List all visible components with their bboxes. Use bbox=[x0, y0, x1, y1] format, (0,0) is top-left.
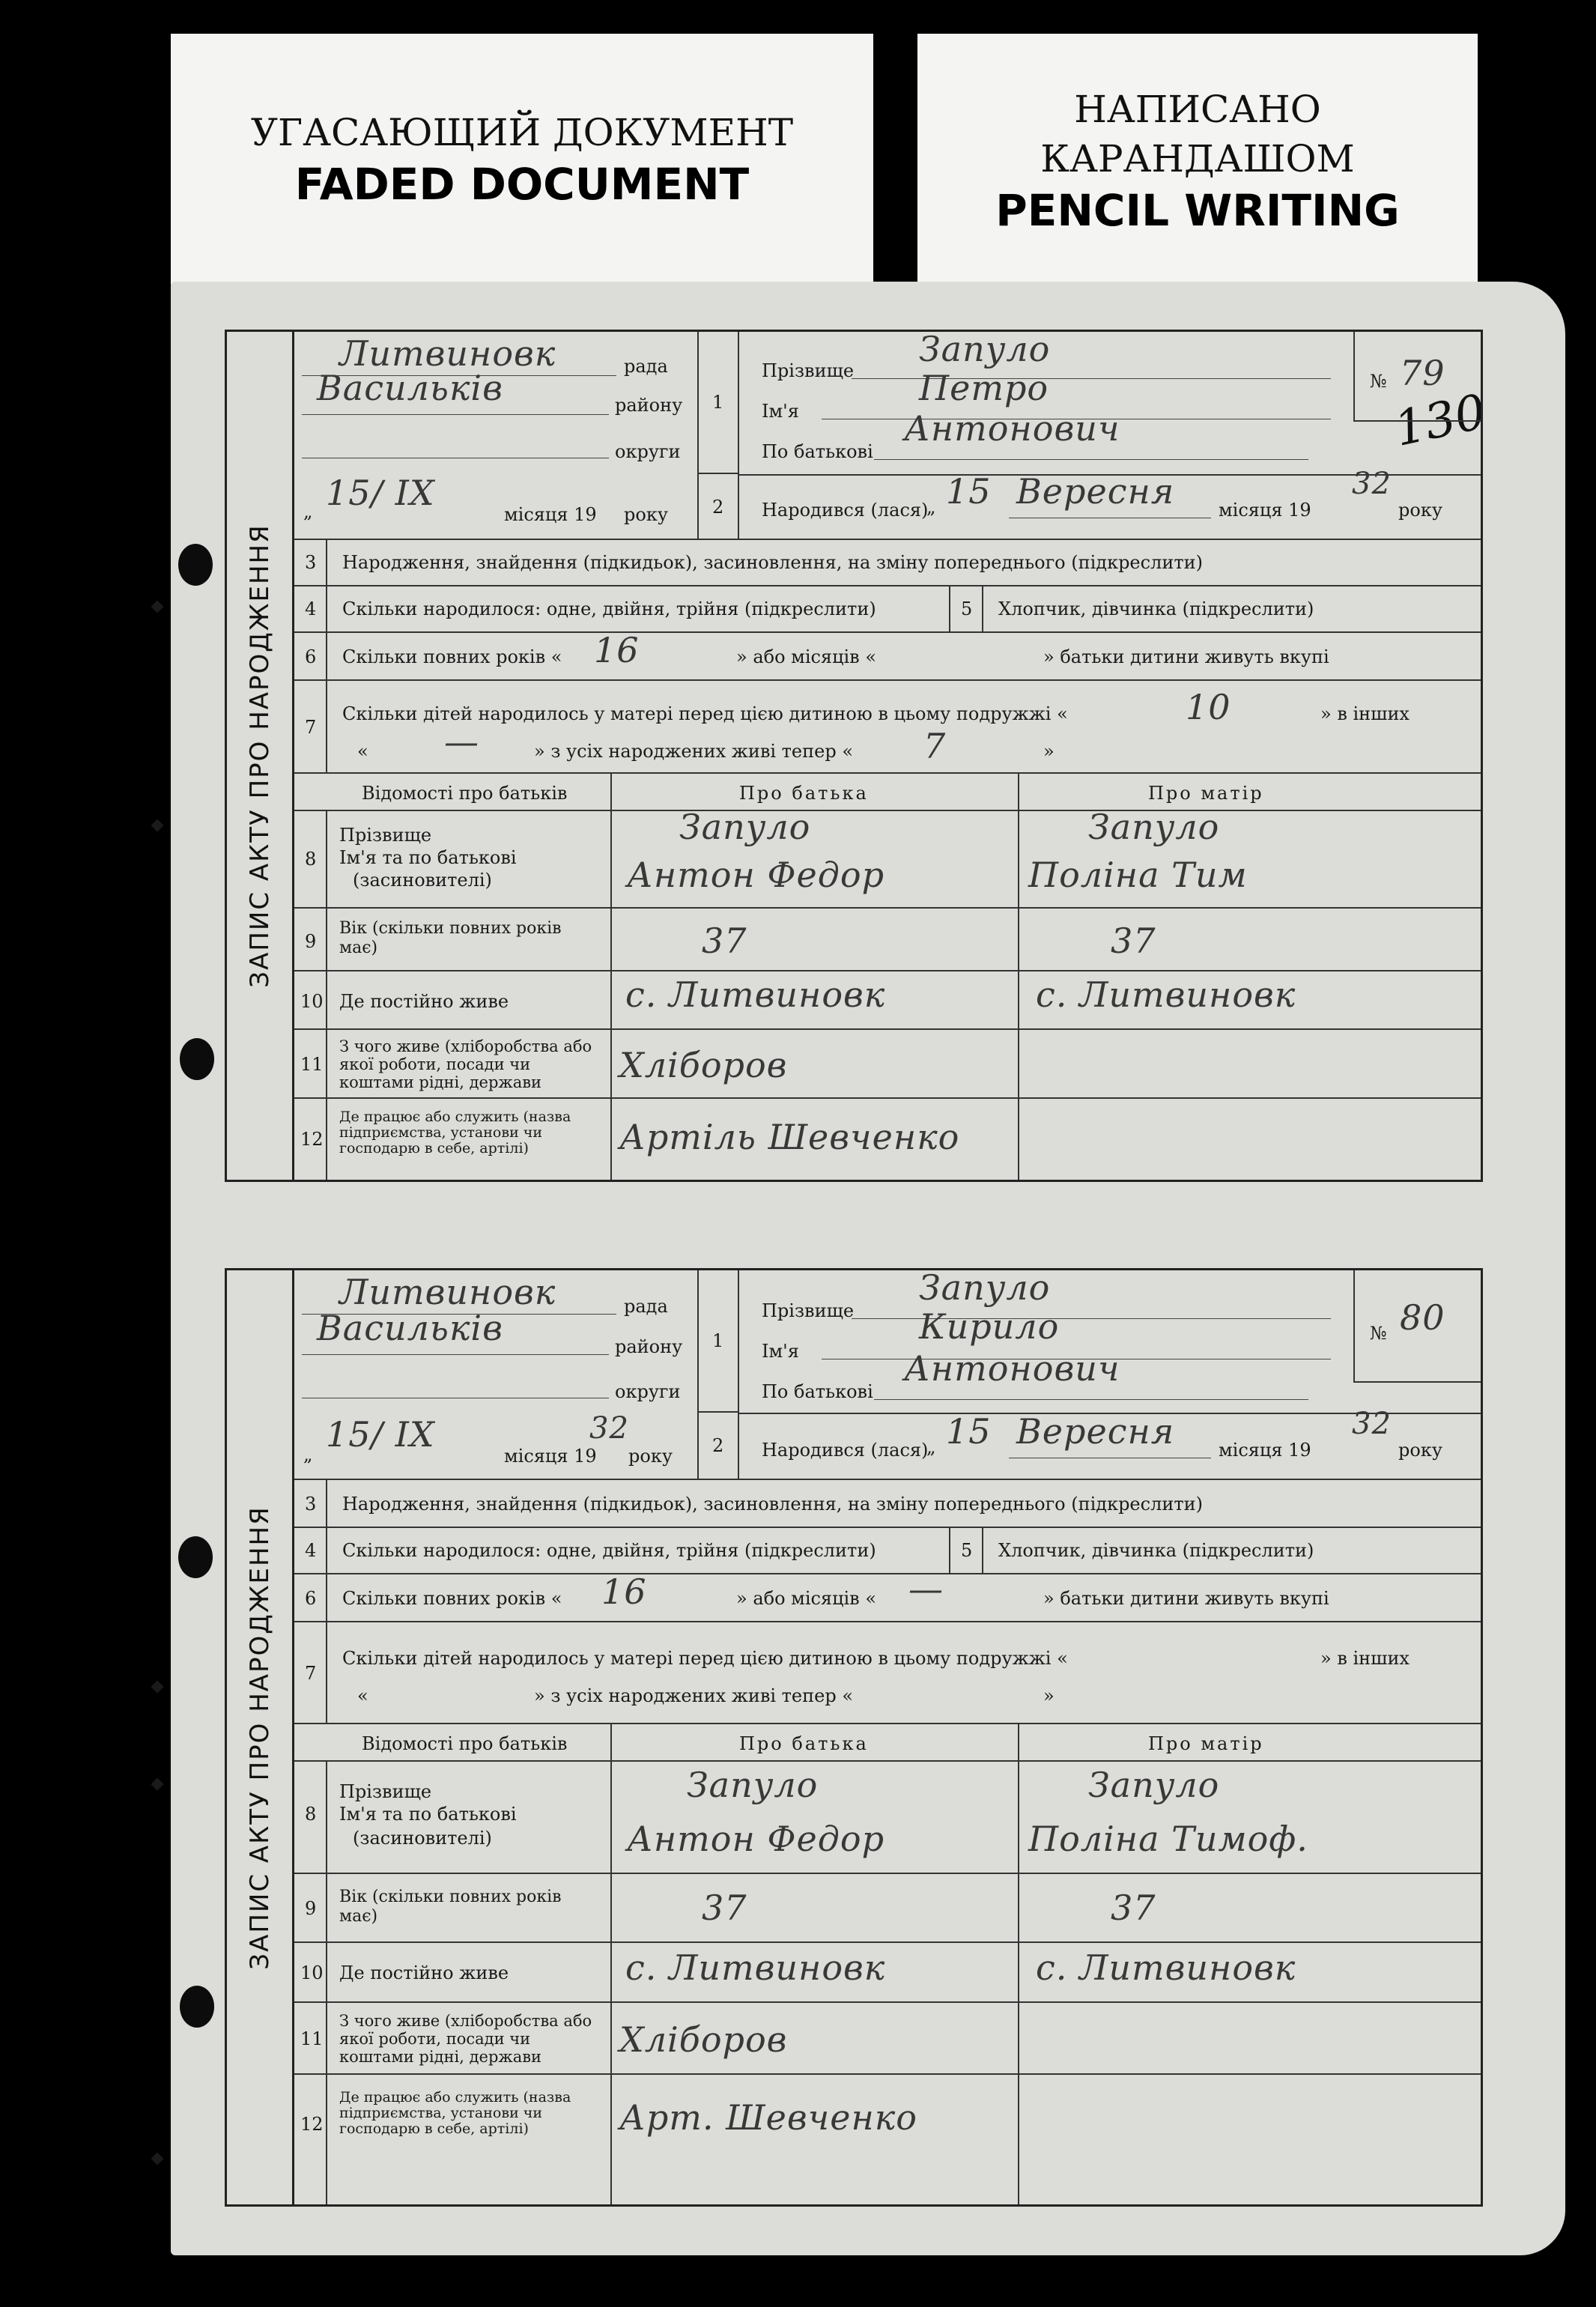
record-number-box: № 80 bbox=[1353, 1270, 1481, 1383]
birth-day-value: 15 bbox=[946, 1411, 992, 1452]
birth-record-79 bbox=[225, 330, 1483, 1182]
binding-mark bbox=[151, 819, 164, 832]
row-9: 9 Вік (скільки повних років має) 37 37 bbox=[294, 909, 1481, 971]
children-alive-value: 7 bbox=[923, 726, 947, 766]
father-name-value: Антон Федор bbox=[627, 1819, 885, 1859]
council-value: Литвиновк bbox=[339, 333, 556, 374]
row-12: 12 Де працює або служить (назва підприємства, установи чи господарю в себе, артілі) Арт. Шевченко bbox=[294, 2075, 1481, 2204]
children-other-value: — bbox=[444, 721, 479, 762]
row-9: 9 Вік (скільки повних років має) 37 37 bbox=[294, 1874, 1481, 1943]
father-workplace-value: Артіль Шевченко bbox=[619, 1117, 960, 1157]
mother-name-value: Поліна Тим bbox=[1028, 855, 1248, 895]
parents-header-row: Відомості про батьків Про батька Про матір bbox=[294, 774, 1481, 811]
pencil-writing-label bbox=[917, 34, 1478, 288]
page-number-stamp: 130 bbox=[1389, 384, 1491, 458]
binding-mark bbox=[151, 601, 164, 613]
row-10: 10 Де постійно живе с. Литвиновк с. Литвиновк bbox=[294, 1943, 1481, 2003]
punch-hole bbox=[178, 1536, 213, 1578]
pencil-label-en: PENCIL WRITING bbox=[995, 185, 1400, 236]
mother-age-value: 37 bbox=[1111, 921, 1156, 961]
multiplicity-label: Скільки народилося: одне, двійня, трійня (підкреслити) bbox=[342, 598, 876, 619]
child-surname-value: Запуло bbox=[919, 329, 1051, 369]
birth-month-value: Вересня bbox=[1016, 1411, 1175, 1452]
mother-surname-value: Запуло bbox=[1088, 1765, 1220, 1805]
child-patronymic-value: Антонович bbox=[904, 1348, 1120, 1389]
father-livelihood-value: Хліборов bbox=[619, 1045, 788, 1085]
rada-label: рада bbox=[624, 356, 668, 377]
years-together-value: 16 bbox=[601, 1571, 647, 1612]
mother-surname-value: Запуло bbox=[1088, 807, 1220, 847]
row-7: 7 Скільки дітей народилось у матері перед цією дитиною в цьому подружжі « » в інших « » з усіх народжених живі тепер « » bbox=[294, 1622, 1481, 1724]
row-11: 11 З чого живе (хліборобства або якої роботи, посади чи коштами рідні, держави Хліборов bbox=[294, 1030, 1481, 1099]
father-residence-value: с. Литвиновк bbox=[625, 974, 886, 1015]
council-value: Литвиновк bbox=[339, 1272, 556, 1312]
father-surname-value: Запуло bbox=[679, 807, 811, 847]
birth-day-value: 15 bbox=[946, 471, 992, 512]
punch-hole bbox=[180, 1986, 214, 2028]
father-residence-value: с. Литвиновк bbox=[625, 1947, 886, 1988]
row-3: 3 Народження, знайдення (підкидьок), засиновлення, на зміну попереднього (підкреслити) bbox=[294, 540, 1481, 586]
child-name-block: Прізвище Запуло Ім'я Петро По батькові Антонович № 79 bbox=[739, 332, 1481, 476]
father-livelihood-value: Хліборов bbox=[619, 2019, 788, 2060]
mother-name-value: Поліна Тимоф. bbox=[1028, 1819, 1308, 1859]
registration-date-value: 15/ IX bbox=[326, 473, 435, 513]
child-name-value: Кирило bbox=[919, 1306, 1060, 1347]
birth-type-label: Народження, знайдення (підкидьок), засиновлення, на зміну попереднього (підкреслити) bbox=[342, 552, 1203, 573]
pencil-label-ru-1: НАПИСАНО bbox=[1074, 88, 1321, 131]
father-name-value: Антон Федор bbox=[627, 855, 885, 895]
children-before-value: 10 bbox=[1186, 687, 1231, 727]
okrugy-label: округи bbox=[615, 441, 681, 462]
row-4: 4 Скільки народилося: одне, двійня, трійня (підкреслити) 5 Хлопчик, дівчинка (підкреслити) bbox=[294, 1528, 1481, 1574]
punch-hole bbox=[180, 1038, 214, 1080]
binding-mark bbox=[151, 1778, 164, 1791]
father-age-value: 37 bbox=[702, 1888, 747, 1928]
birth-date-block: Народився (лася) „ 15 Вересня місяця 19 32 року bbox=[762, 467, 1442, 521]
header-block: Литвиновк рада Васильків району округи „ 15/ IX місяця 19 року 1 2 Прізвище Запуло Ім'я Петро По батькові Антонович № 79 Народився (лася) „ 15 Вересня місяця 19 32 року bbox=[294, 332, 1481, 540]
mother-residence-value: с. Литвиновк bbox=[1036, 974, 1296, 1015]
district-value: Васильків bbox=[317, 368, 503, 408]
roku-label: року bbox=[624, 504, 668, 525]
child-name-block: Прізвище Запуло Ім'я Кирило По батькові Антонович № 80 bbox=[739, 1270, 1481, 1414]
parents-header-row: Відомості про батьків Про батька Про матір bbox=[294, 1724, 1481, 1762]
birth-date-block: Народився (лася) „ 15 Вересня місяця 19 32 року bbox=[762, 1407, 1442, 1461]
record-number-value: 80 bbox=[1400, 1297, 1445, 1338]
father-age-value: 37 bbox=[702, 921, 747, 961]
row-12: 12 Де працює або служить (назва підприємства, установи чи господарю в себе, артілі) Артіль Шевченко bbox=[294, 1099, 1481, 1180]
father-workplace-value: Арт. Шевченко bbox=[619, 2097, 917, 2138]
record-number-box: № 79 bbox=[1353, 332, 1481, 422]
row-3: 3 Народження, знайдення (підкидьок), засиновлення, на зміну попереднього (підкреслити) bbox=[294, 1480, 1481, 1528]
birth-year-value: 32 bbox=[1352, 1407, 1392, 1441]
punch-hole bbox=[178, 544, 213, 586]
registration-year-value: 32 bbox=[589, 1411, 629, 1446]
years-together-value: 16 bbox=[594, 630, 640, 670]
row-8: 8 Прізвище Ім'я та по батькові (засиновителі) Запуло Антон Федор Запуло Поліна Тим bbox=[294, 811, 1481, 909]
header-block: Литвиновк рада Васильків району округи „ 15/ IX місяця 19 32 року 1 2 Прізвище Запуло Ім'я Кирило По батькові Антонович № 80 Народився (лася) „ 15 Вересня місяця 19 32 року bbox=[294, 1270, 1481, 1480]
binding-mark bbox=[151, 1681, 164, 1694]
faded-document-label bbox=[171, 34, 873, 285]
row-6: 6 Скільки повних років « 16 » або місяців « » батьки дитини живуть вкупі bbox=[294, 633, 1481, 681]
birth-year-value: 32 bbox=[1352, 467, 1392, 501]
row-11: 11 З чого живе (хліборобства або якої роботи, посади чи коштами рідні, держави Хліборов bbox=[294, 2003, 1481, 2075]
child-name-value: Петро bbox=[919, 368, 1049, 408]
side-title: ЗАПИС АКТУ ПРО НАРОДЖЕННЯ bbox=[225, 330, 292, 1182]
child-surname-value: Запуло bbox=[919, 1267, 1051, 1308]
side-title: ЗАПИС АКТУ ПРО НАРОДЖЕННЯ bbox=[225, 1268, 292, 2207]
birth-record-80 bbox=[225, 1268, 1483, 2207]
sex-label: Хлопчик, дівчинка (підкреслити) bbox=[998, 598, 1314, 619]
row-4: 4 Скільки народилося: одне, двійня, трійня (підкреслити) 5 Хлопчик, дівчинка (підкреслити) bbox=[294, 586, 1481, 633]
row-6: 6 Скільки повних років « 16 » або місяців « — » батьки дитини живуть вкупі bbox=[294, 1574, 1481, 1622]
month-year-label: місяця 19 bbox=[504, 504, 597, 525]
record-form bbox=[292, 1268, 1483, 2207]
registry-place-cell: Литвиновк рада Васильків району округи „ 15/ IX місяця 19 32 року bbox=[294, 1270, 699, 1479]
child-patronymic-value: Антонович bbox=[904, 408, 1120, 449]
row-10: 10 Де постійно живе с. Литвиновк с. Литвиновк bbox=[294, 971, 1481, 1030]
district-value: Васильків bbox=[317, 1308, 503, 1348]
rayonu-label: району bbox=[615, 395, 683, 416]
father-surname-value: Запуло bbox=[687, 1765, 819, 1805]
faded-label-ru: УГАСАЮЩИЙ ДОКУМЕНТ bbox=[250, 110, 794, 154]
registration-date-value: 15/ IX bbox=[326, 1414, 435, 1455]
faded-label-en: FADED DOCUMENT bbox=[294, 158, 750, 210]
row-7: 7 Скільки дітей народилось у матері перед цією дитиною в цьому подружжі « 10 » в інших « — » з усіх народжених живі тепер « 7 » bbox=[294, 681, 1481, 774]
record-number-value: 79 bbox=[1400, 353, 1445, 393]
binding-mark bbox=[151, 2153, 164, 2165]
birth-month-value: Вересня bbox=[1016, 471, 1175, 512]
row-8: 8 Прізвище Ім'я та по батькові (засиновителі) Запуло Антон Федор Запуло Поліна Тимоф. bbox=[294, 1762, 1481, 1874]
registry-place-cell: Литвиновк рада Васильків району округи „ 15/ IX місяця 19 року bbox=[294, 332, 699, 539]
months-together-value: — bbox=[908, 1568, 944, 1609]
mother-age-value: 37 bbox=[1111, 1888, 1156, 1928]
mother-residence-value: с. Литвиновк bbox=[1036, 1947, 1296, 1988]
record-form bbox=[292, 330, 1483, 1182]
pencil-label-ru-2: КАРАНДАШОМ bbox=[1040, 137, 1355, 181]
